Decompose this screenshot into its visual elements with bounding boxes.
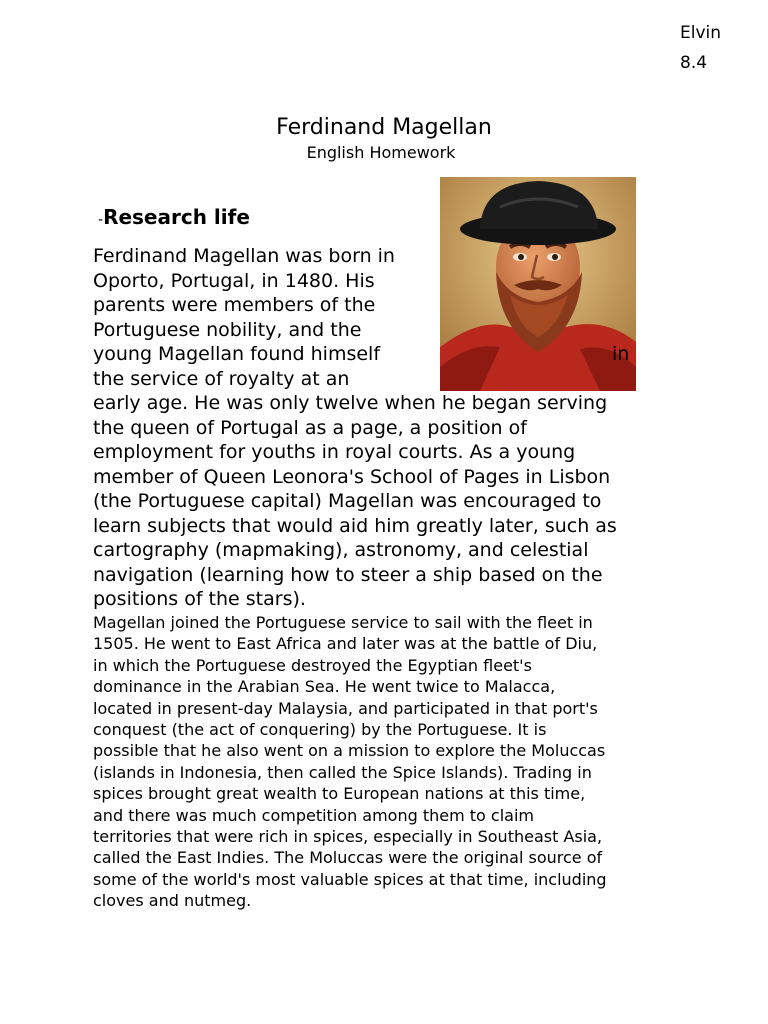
paragraph-line: some of the world's most valuable spices at that time, including [93,869,607,889]
paragraph-line: the queen of Portugal as a page, a position of [93,416,527,439]
paragraph-line-text: young Magellan found himself [93,343,381,365]
paragraph-line: early age. He was only twelve when he began serving [93,392,608,414]
document-subtitle: English Homework [306,143,456,162]
paragraph-line: member of Queen Leonora's School of Pages in Lisbon [93,465,611,488]
paragraph-line: located in present-day Malaysia, and participated in that port's [93,698,598,718]
paragraph-line: in which the Portuguese destroyed the Egyptian fleet's [93,655,532,675]
paragraph-line: called the East Indies. The Moluccas were the original source of [93,848,603,868]
heading-dash: - [98,212,104,228]
author-block [680,18,721,78]
paragraph-line: Portuguese nobility, and the [93,318,362,341]
paragraph-line: cloves and nutmeg. [93,891,252,911]
paragraph-line: and there was much competition among them to claim [93,805,535,825]
paragraph-portuguese-service [93,612,683,912]
author-name: Elvin [680,23,722,43]
paragraph-early-life [93,244,675,612]
paragraph-wrap-word: in [612,343,630,365]
paragraph-line: territories that were rich in spices, especially in Southeast Asia, [93,827,603,847]
paragraph-line: conquest (the act of conquering) by the Portuguese. It is [93,720,547,740]
paragraph-line: cartography (mapmaking), astronomy, and celestial [93,539,589,561]
paragraph-line: employment for youths in royal courts. As a young [93,441,576,463]
paragraph-line-with-wrap [93,342,675,367]
paragraph-line: parents were members of the [93,294,376,316]
paragraph-line: possible that he also went on a mission to explore the Moluccas [93,741,606,761]
paragraph-line: Ferdinand Magellan was born in [93,245,395,267]
paragraph-line: Oporto, Portugal, in 1480. His [93,269,375,292]
section-heading [98,203,250,234]
paragraph-line: dominance in the Arabian Sea. He went twice to Malacca, [93,677,556,697]
paragraph-line: navigation (learning how to steer a ship based on the [93,563,603,586]
paragraph-line: Magellan joined the Portuguese service to sail with the fleet in [93,613,593,632]
paragraph-line: 1505. He went to East Africa and later was at the battle of Diu, [93,634,598,654]
document-title: Ferdinand Magellan [276,115,492,140]
paragraph-line: (islands in Indonesia, then called the Spice Islands). Trading in [93,762,592,782]
paragraph-line: spices brought great wealth to European nations at this time, [93,784,586,804]
paragraph-line: positions of the stars). [93,588,306,610]
paragraph-line: the service of royalty at an [93,367,350,390]
paragraph-line: (the Portuguese capital) Magellan was encouraged to [93,490,602,512]
heading-text: Research life [103,205,250,229]
author-class: 8.4 [680,53,708,73]
paragraph-line: learn subjects that would aid him greatly later, such as [93,514,617,537]
